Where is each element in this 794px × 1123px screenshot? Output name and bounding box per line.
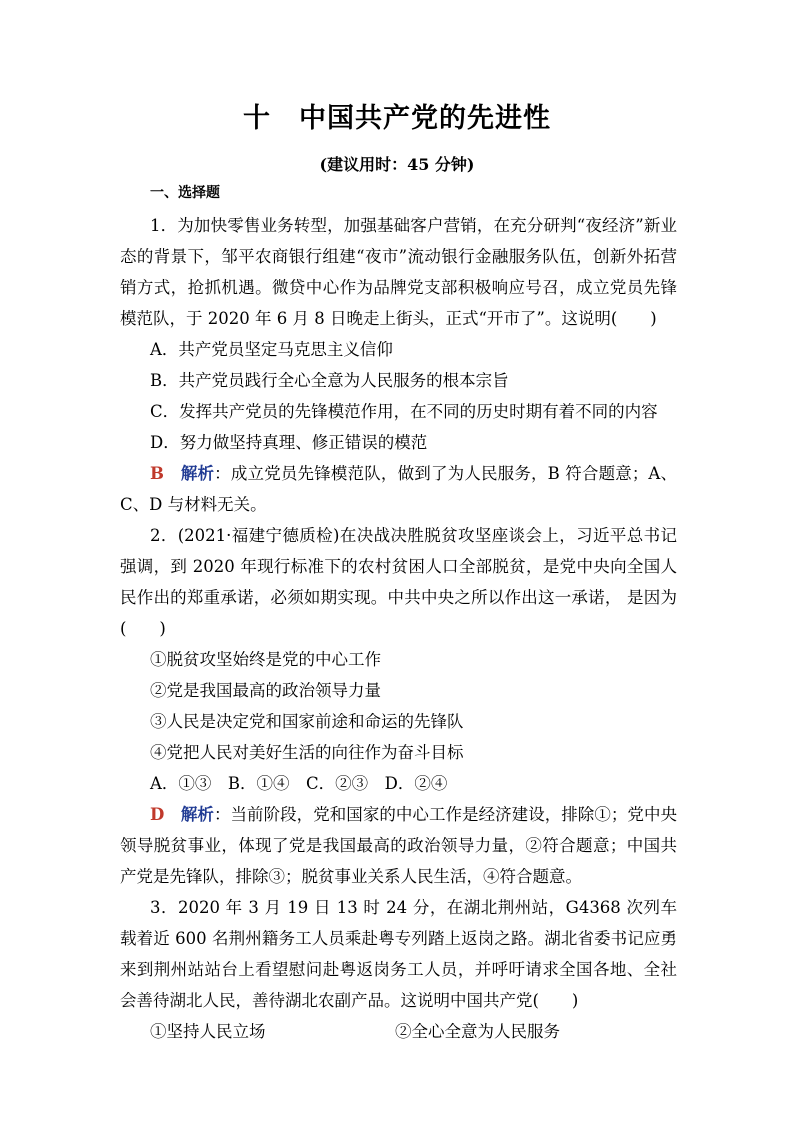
question-2-stem: 2．(2021·福建宁德质检)在决战决胜脱贫攻坚座谈会上，习近平总书记强调，到 2020 年现行标准下的农村贫困人口全部脱贫，是党中央向全国人民作出的郑重承诺，必须如期实现。中共中央之所以作出这一承诺， 是因为( ) [120, 526, 677, 638]
question-1-analysis [120, 458, 677, 520]
question-2-choices: A．①③ B．①④ C．②③ D．②④ [150, 774, 448, 793]
question-3-stem: 3．2020 年 3 月 19 日 13 时 24 分，在湖北荆州站，G4368 次列车载着近 600 名荆州籍务工人员乘赴粤专列踏上返岗之路。湖北省委书记应勇来到荆州站站台上看望慰问赴粤返岗务工人员，并呼吁请求全国各地、全社会善待湖北人民，善待湖北农副产品。这说明中国共产党( ) [120, 898, 677, 1010]
question-1-option-c: C．发挥共产党员的先锋模范作用，在不同的历史时期有着不同的内容 [150, 402, 658, 421]
question-1-option-a: A．共产党员坚定马克思主义信仰 [150, 340, 393, 359]
question-1-option-b: B．共产党员践行全心全意为人民服务的根本宗旨 [150, 371, 509, 390]
question-3-item-2: ②全心全意为人民服务 [395, 1022, 560, 1041]
question-3-item-1: ①坚持人民立场 [150, 1022, 266, 1041]
question-2-analysis [120, 799, 677, 892]
question-1-analysis-label: 解析 [180, 464, 215, 483]
question-list [120, 210, 677, 1047]
question-2-item-2: ②党是我国最高的政治领导力量 [150, 681, 381, 700]
question-2-item-1: ①脱贫攻坚始终是党的中心工作 [150, 650, 381, 669]
question-1-analysis-text: ：成立党员先锋模范队，做到了为人民服务，B 符合题意；A、C、D 与材料无关。 [120, 464, 678, 514]
question-1-answer-letter: B [150, 464, 164, 483]
question-1-stem: 1．为加快零售业务转型，加强基础客户营销，在充分研判“夜经济”新业态的背景下，邹平农商银行组建“夜市”流动银行金融服务队伍，创新外拓营销方式，抢抓机遇。微贷中心作为品牌党支部积极响应号召，成立党员先锋模范队，于 2020 年 6 月 8 日晚走上街头，正式“开市了”。这说明( ) [120, 216, 677, 328]
question-2-analysis-label: 解析 [180, 805, 214, 824]
question-3-items [120, 1016, 677, 1047]
question-2-item-3: ③人民是决定党和国家前途和命运的先锋队 [150, 712, 464, 731]
question-2-item-4: ④党把人民对美好生活的向往作为奋斗目标 [150, 743, 464, 762]
suggested-time: (建议用时：45 分钟) [319, 155, 475, 174]
page-title: 十 中国共产党的先进性 [243, 103, 551, 134]
section-heading: 一、选择题 [150, 185, 220, 201]
question-2-answer-letter: D [150, 805, 165, 824]
question-1-option-d: D．努力做坚持真理、修正错误的模范 [150, 433, 428, 452]
question-2-analysis-text: ：当前阶段，党和国家的中心工作是经济建设，排除①；党中央领导脱贫事业，体现了党是我国最高的政治领导力量，②符合题意；中国共产党是先锋队，排除③；脱贫事业关系人民生活，④符合题意。 [120, 805, 678, 886]
